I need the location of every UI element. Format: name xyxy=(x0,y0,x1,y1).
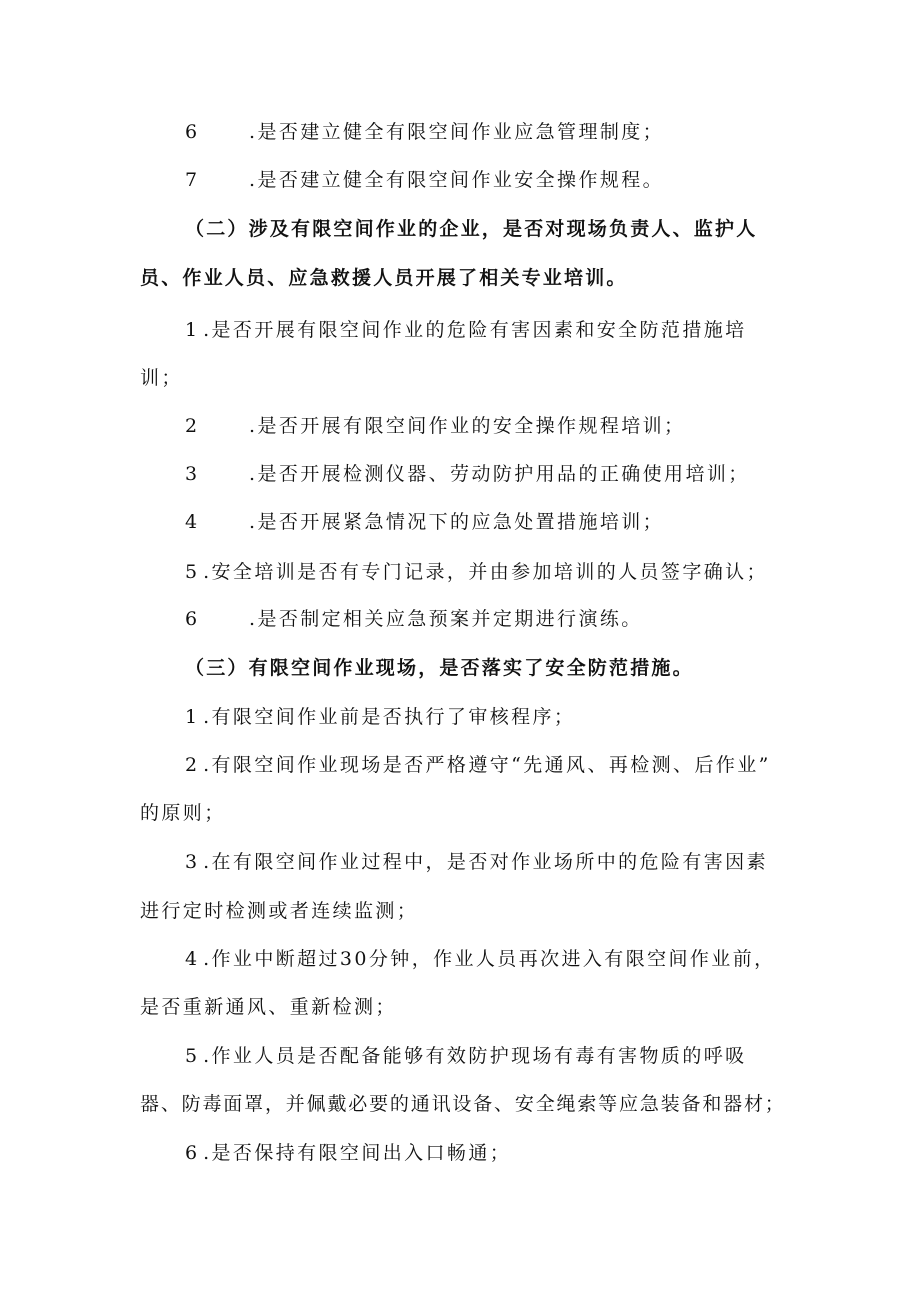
list-item xyxy=(185,1044,835,1068)
item-number: 3 xyxy=(185,463,198,485)
section-heading-continued: 员、作业人员、应急救援人员开展了相关专业培训。 xyxy=(140,267,628,289)
item-number: 6 xyxy=(185,1142,198,1164)
item-number: 6 xyxy=(185,608,198,630)
list-item-continued: 的原则； xyxy=(140,802,226,824)
item-text: .是否开展有限空间作业的危险有害因素和安全防范措施培 xyxy=(203,319,747,341)
list-item xyxy=(185,318,835,342)
item-number: 4 xyxy=(185,511,198,533)
list-item xyxy=(185,462,835,486)
item-text: .是否建立健全有限空间作业应急管理制度； xyxy=(249,121,665,143)
list-item xyxy=(185,168,835,192)
list-item-continued: 器、防毒面罩，并佩戴必要的通讯设备、安全绳索等应急装备和器材； xyxy=(140,1093,785,1115)
section-heading: （三）有限空间作业现场，是否落实了安全防范措施。 xyxy=(185,657,694,679)
list-item xyxy=(185,1141,835,1165)
item-text: .作业人员是否配备能够有效防护现场有毒有害物质的呼吸 xyxy=(203,1045,747,1067)
item-text: .在有限空间作业过程中，是否对作业场所中的危险有害因素 xyxy=(203,851,768,873)
list-item xyxy=(185,120,835,144)
item-number: 1 xyxy=(185,706,198,728)
item-text: .作业中断超过30分钟，作业人员再次进入有限空间作业前， xyxy=(203,948,776,970)
item-text: .是否制定相关应急预案并定期进行演练。 xyxy=(249,608,643,630)
list-item xyxy=(185,560,835,584)
item-text: .是否开展检测仪器、劳动防护用品的正确使用培训； xyxy=(249,463,750,485)
item-text: .是否建立健全有限空间作业安全操作规程。 xyxy=(249,169,665,191)
item-text: .是否开展有限空间作业的安全操作规程培训； xyxy=(249,415,686,437)
list-item xyxy=(185,947,835,971)
item-text: .有限空间作业前是否执行了审核程序； xyxy=(203,706,576,728)
list-item-continued: 进行定时检测或者连续监测； xyxy=(140,900,419,922)
item-text: .安全培训是否有专门记录，并由参加培训的人员签字确认； xyxy=(203,561,768,583)
list-item-continued: 训； xyxy=(140,367,183,389)
list-item-continued: 是否重新通风、重新检测； xyxy=(140,996,397,1018)
item-text: .有限空间作业现场是否严格遵守“先通风、再检测、后作业” xyxy=(203,754,771,776)
list-item xyxy=(185,705,835,729)
item-number: 7 xyxy=(185,169,198,191)
item-number: 2 xyxy=(185,415,198,437)
list-item xyxy=(185,510,835,534)
item-number: 2 xyxy=(185,754,198,776)
item-number: 6 xyxy=(185,121,198,143)
item-number: 5 xyxy=(185,561,198,583)
list-item xyxy=(185,753,835,777)
item-number: 1 xyxy=(185,319,198,341)
list-item xyxy=(185,850,835,874)
list-item xyxy=(185,607,835,631)
list-item xyxy=(185,414,835,438)
item-number: 4 xyxy=(185,948,198,970)
section-heading: （二）涉及有限空间作业的企业，是否对现场负责人、监护人 xyxy=(185,218,758,240)
item-number: 5 xyxy=(185,1045,198,1067)
item-text: .是否开展紧急情况下的应急处置措施培训； xyxy=(249,511,665,533)
item-text: .是否保持有限空间出入口畅通； xyxy=(203,1142,512,1164)
item-number: 3 xyxy=(185,851,198,873)
